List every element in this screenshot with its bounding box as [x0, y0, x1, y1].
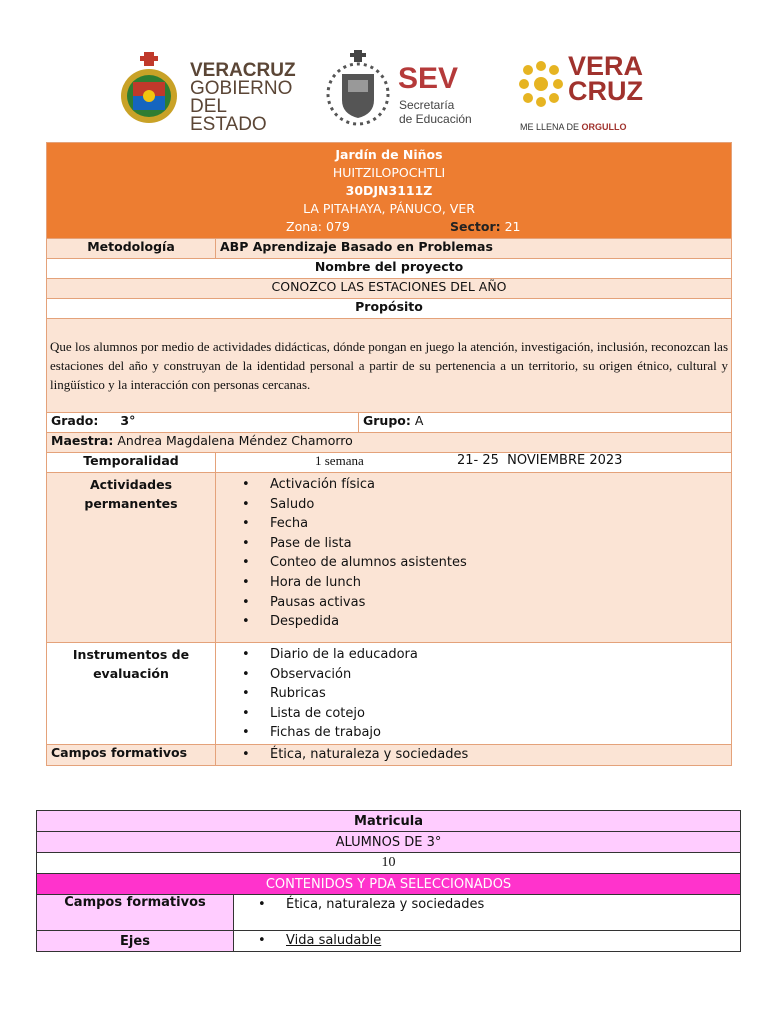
school-location: LA PITAHAYA, PÁNUCO, VER: [303, 201, 475, 216]
list-item: • Lista de cotejo: [242, 704, 727, 724]
veracruz-logo-line1: VERACRUZ: [190, 60, 296, 81]
purpose-label: Propósito: [47, 299, 732, 319]
school-code: 30DJN3111Z: [345, 183, 433, 198]
school-header: [47, 143, 732, 239]
instruments-label-line2: evaluación: [93, 666, 169, 681]
methodology-value: ABP Aprendizaje Basado en Problemas: [216, 239, 732, 259]
teacher-cell: [47, 433, 732, 453]
axes-label: Ejes: [37, 931, 234, 952]
temporality-value: [216, 453, 732, 473]
tagline-part2: ORGULLO: [581, 122, 627, 132]
sev-logo: [326, 48, 486, 134]
tagline-part1: ME LLENA DE: [520, 122, 582, 132]
permanent-activities-label: [47, 473, 216, 643]
list-item: • Pausas activas: [242, 593, 727, 613]
permanent-label-line2: permanentes: [84, 496, 178, 511]
veracruz-government-logo: [118, 48, 296, 135]
list-item: • Conteo de alumnos asistentes: [242, 553, 727, 573]
sev-emblem-icon: [326, 48, 390, 132]
contents-fields-value-cell: [234, 895, 741, 931]
header-logos: [0, 48, 768, 138]
zona-value: 079: [326, 219, 350, 234]
temporality-dates: 21- 25 NOVIEMBRE 2023: [457, 453, 623, 468]
veracruz-brand-line1: VERA: [568, 51, 644, 81]
school-type: Jardín de Niños: [335, 147, 443, 162]
veracruz-logo-line2: GOBIERNO: [190, 78, 293, 99]
sector-value: 21: [504, 219, 521, 234]
project-name: CONOZCO LAS ESTACIONES DEL AÑO: [47, 279, 732, 299]
grade-label: Grado:: [51, 413, 99, 428]
purpose-text: Que los alumnos por medio de actividades didácticas, dónde pongan en juego la atención, investigación, inclusión, reconozcan las estaciones del año y construyan de la identidad personal a partir de su pertenencia a un territorio, su origen étnico, cultural y lingüístico y la interacción con personas cercanas.: [47, 319, 732, 413]
enrollment-group: ALUMNOS DE 3°: [37, 832, 741, 853]
list-item: • Despedida: [242, 612, 727, 632]
group-label: Grupo:: [363, 413, 411, 428]
group-cell: [359, 413, 732, 433]
fields-list: [216, 745, 732, 766]
instruments-label-line1: Instrumentos de: [72, 647, 190, 662]
sev-line1: Secretaría: [399, 98, 455, 112]
list-item: • Observación: [242, 665, 727, 685]
contents-fields-label: Campos formativos: [37, 895, 234, 931]
list-item: • Ética, naturaleza y sociedades: [242, 745, 727, 765]
group-value: A: [414, 413, 424, 428]
list-item: • Saludo: [242, 495, 727, 515]
list-item: • Fichas de trabajo: [242, 723, 727, 743]
veracruz-brand-line2: CRUZ: [568, 76, 643, 106]
veracruz-flower-icon: [516, 58, 566, 110]
contents-header: CONTENIDOS Y PDA SELECCIONADOS: [37, 874, 741, 895]
fields-label: Campos formativos: [47, 745, 216, 766]
permanent-activities-list: [216, 473, 732, 643]
sev-title: SEV: [398, 62, 459, 95]
permanent-label-line1: Actividades: [89, 477, 173, 492]
veracruz-brand-tagline: [520, 122, 627, 132]
zona-label: Zona:: [286, 219, 323, 234]
contents-table: [36, 810, 741, 952]
list-item: • Pase de lista: [242, 534, 727, 554]
temporality-duration: 1 semana: [315, 453, 364, 468]
veracruz-logo-line3: DEL ESTADO: [190, 96, 267, 135]
methodology-label: Metodología: [47, 239, 216, 259]
axes-value-cell: [234, 931, 741, 952]
list-item: • Rubricas: [242, 684, 727, 704]
list-item: • Diario de la educadora: [242, 645, 727, 665]
planning-table: [46, 142, 732, 766]
sector-label: Sector:: [450, 219, 501, 234]
contents-fields-value: • Ética, naturaleza y sociedades: [258, 895, 736, 915]
zona-sector: [47, 218, 731, 236]
list-item: • Hora de lunch: [242, 573, 727, 593]
instruments-list: [216, 643, 732, 745]
instruments-label: [47, 643, 216, 745]
veracruz-brand-logo: [516, 51, 656, 138]
enrollment-count: 10: [37, 853, 741, 874]
temporality-label: Temporalidad: [47, 453, 216, 473]
axes-value: • Vida saludable: [258, 931, 736, 951]
list-item: • Fecha: [242, 514, 727, 534]
school-name: HUITZILOPOCHTLI: [332, 165, 446, 180]
veracruz-shield-icon: [118, 52, 180, 124]
teacher-label: Maestra:: [51, 433, 114, 448]
sev-line2: de Educación: [399, 112, 472, 126]
list-item: • Activación física: [242, 475, 727, 495]
enrollment-label: Matricula: [37, 811, 741, 832]
project-label: Nombre del proyecto: [47, 259, 732, 279]
teacher-name: Andrea Magdalena Méndez Chamorro: [117, 433, 353, 448]
grade-cell: [47, 413, 359, 433]
grade-value: 3°: [120, 413, 136, 428]
